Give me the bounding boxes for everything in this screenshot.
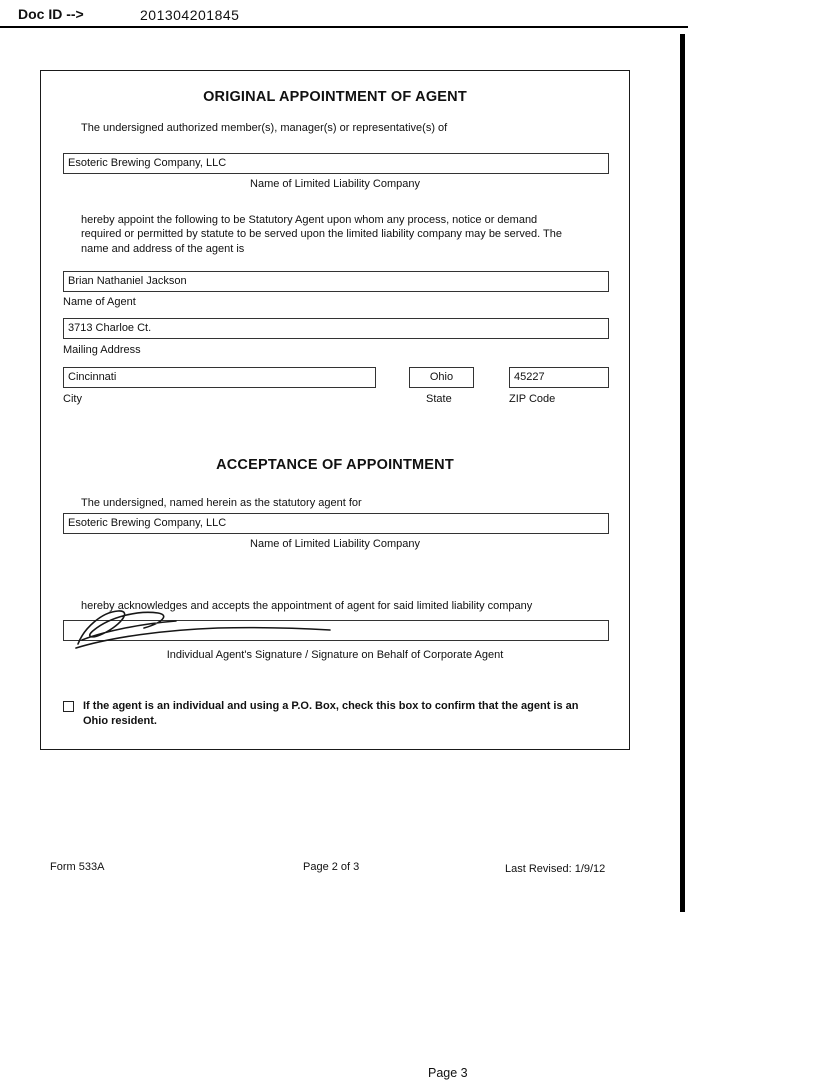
acknowledge-text: hereby acknowledges and accepts the appointment of agent for said limited liability company [81,600,533,612]
doc-id-label: Doc ID --> [18,6,84,22]
state-field[interactable]: Ohio [409,367,474,388]
po-box-checkbox[interactable] [63,701,74,712]
acceptance-company-name-label: Name of Limited Liability Company [250,538,420,550]
signature-label: Individual Agent's Signature / Signature on Behalf of Corporate Agent [166,649,504,661]
city-field[interactable]: Cincinnati [63,367,376,388]
scan-edge-bar [680,34,685,912]
form-last-revised: Last Revised: 1/9/12 [505,863,606,875]
agent-name-field[interactable]: Brian Nathaniel Jackson [63,271,609,292]
mailing-address-label: Mailing Address [63,344,141,356]
form-page-info: Page 2 of 3 [303,861,360,873]
form-number: Form 533A [50,861,105,873]
po-box-checkbox-text: If the agent is an individual and using a P.O. Box, check this box to confirm that the agent is an Ohio resident. [83,700,579,727]
acceptance-title: ACCEPTANCE OF APPOINTMENT [216,457,454,473]
state-label: State [426,393,452,405]
acceptance-company-name-field[interactable]: Esoteric Brewing Company, LLC [63,513,609,534]
mailing-address-field[interactable]: 3713 Charloe Ct. [63,318,609,339]
acceptance-intro-text: The undersigned, named herein as the statutory agent for [81,497,362,509]
city-label: City [63,393,82,405]
appointment-form [40,70,630,750]
appointment-intro-text: The undersigned authorized member(s), manager(s) or representative(s) of [81,122,448,134]
viewer-page-number: Page 3 [428,1066,468,1080]
agent-name-label: Name of Agent [63,296,136,308]
company-name-field[interactable]: Esoteric Brewing Company, LLC [63,153,609,174]
header-divider-line [0,26,688,28]
zip-label: ZIP Code [509,393,556,405]
signature-field[interactable] [63,620,609,641]
zip-field[interactable]: 45227 [509,367,609,388]
doc-id-value: 201304201845 [140,7,240,23]
appoint-paragraph: hereby appoint the following to be Statutory Agent upon whom any process, notice or demand required or permitted by statute to be served upon the limited liability company may be served. The name and address of the agent is [81,214,562,255]
original-appointment-title: ORIGINAL APPOINTMENT OF AGENT [203,89,467,105]
company-name-label: Name of Limited Liability Company [250,178,420,190]
